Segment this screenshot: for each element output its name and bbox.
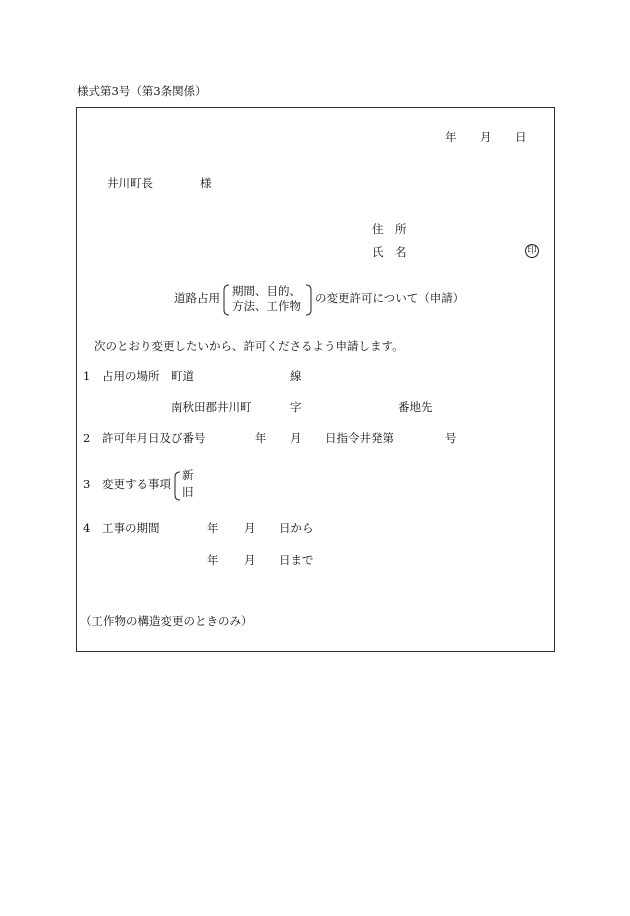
item2-month: 月 [290,431,302,445]
date-year-label: 年 [445,130,457,144]
title-option-line2: 方法、工作物 [232,299,301,313]
title-suffix: の変更許可について（申請） [315,291,465,305]
date-month-label: 月 [480,130,492,144]
item4-start-day: 日から [279,521,314,535]
item4-end-day: 日まで [279,553,314,567]
item3-number: 3 [83,477,91,491]
seal-mark [525,244,539,258]
item4-label: 工事の期間 [102,521,160,535]
item1-banchi: 番地先 [398,400,433,414]
item3-label: 変更する事項 [102,477,171,491]
title-option-line1: 期間、目的、 [232,284,301,298]
title-prefix: 道路占用 [174,291,220,305]
name-label: 氏 名 [372,245,407,259]
footnote: （工作物の構造変更のときのみ） [80,614,253,628]
item3-new: 新 [182,468,194,482]
title-left-bracket [221,284,231,316]
item2-label: 許可年月日及び番号 [102,431,206,445]
item4-start-year: 年 [207,521,219,535]
item4-number: 4 [83,521,91,535]
item4-end-year: 年 [207,553,219,567]
addressee-name: 井川町長 [107,176,153,190]
item1-locality: 南秋田郡井川町 [171,400,252,414]
addressee-honorific: 様 [200,176,212,190]
item4-end-month: 月 [244,553,256,567]
item3-old: 旧 [182,485,194,499]
date-day-label: 日 [515,130,527,144]
item2-go: 号 [445,431,457,445]
item1-aza: 字 [290,400,302,414]
item1-label: 占用の場所 [102,369,160,383]
item1-number: 1 [83,369,91,383]
address-label: 住 所 [372,222,407,236]
item3-bracket [173,471,181,501]
form-number: 様式第3号（第3条関係） [77,84,207,98]
seal-mark-text: 印 [527,246,537,256]
item1-line-unit: 線 [290,369,302,383]
item2-day-command: 日指令井発第 [325,431,394,445]
item2-year: 年 [255,431,267,445]
intro-text: 次のとおり変更したいから、許可くださるよう申請します。 [94,339,404,353]
item4-start-month: 月 [244,521,256,535]
item2-number: 2 [83,431,91,445]
title-right-bracket [304,284,314,316]
item1-road-type: 町道 [171,369,194,383]
